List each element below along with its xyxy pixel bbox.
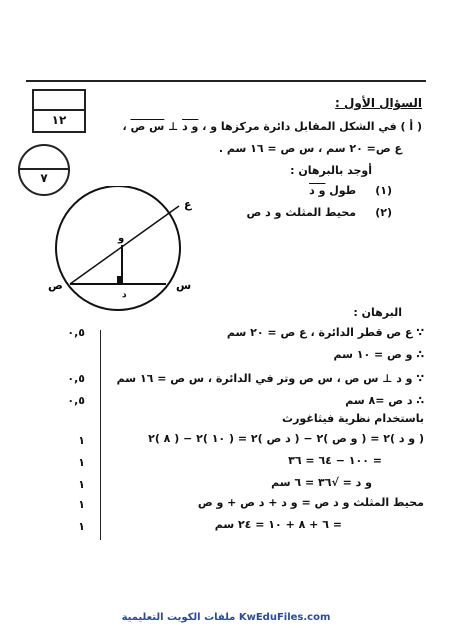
- total-score: ١٢: [51, 113, 67, 127]
- proof-score-6: ١: [78, 434, 85, 447]
- total-score-box: [32, 89, 86, 133]
- part-label: ( أ ): [400, 120, 422, 133]
- proof-score-10: ١: [78, 520, 85, 533]
- proof-heading: البرهان :: [353, 306, 402, 319]
- proof-score-3: ٠,٥: [67, 372, 85, 385]
- find-title: أوجد بالبرهان :: [290, 164, 372, 177]
- find-item-1-text: طول: [329, 184, 357, 197]
- find-item-2-text: محيط المثلث و د ص: [246, 206, 357, 219]
- proof-line-5: باستخدام نظرية فيثاغورث: [282, 412, 424, 425]
- given-line-1-text: في الشكل المقابل دائرة مركزها و ،: [202, 120, 397, 133]
- proof-line-9: محيط المثلث و د ص = و د + د ص + و ص: [197, 496, 424, 509]
- given-line-1: [122, 120, 422, 133]
- find-item-2-number: (٢): [375, 206, 392, 219]
- label-dal: د: [122, 290, 127, 300]
- diameter-ain-sad: [70, 206, 179, 284]
- circle: [56, 186, 180, 310]
- score-box-divider: [34, 109, 84, 111]
- top-rule: [26, 80, 426, 82]
- given-line-1-segment: و د: [182, 120, 199, 133]
- proof-line-4: ∴ د ص =٨ سم: [345, 394, 424, 407]
- given-line-1-segment-2: س ص: [130, 120, 165, 133]
- label-seen: س: [176, 279, 192, 292]
- proof-score-8: ١: [78, 478, 85, 491]
- footer-watermark: ملفات الكويت التعليمية KwEduFiles.com: [121, 612, 331, 623]
- given-line-1-comma: ،: [122, 120, 127, 133]
- score-column-rule: [100, 330, 101, 540]
- proof-line-7: = ١٠٠ − ٦٤ = ٣٦: [288, 454, 382, 467]
- proof-line-10: = ٦ + ٨ + ١٠ = ٢٤ سم: [214, 518, 342, 531]
- badge-divider: [20, 168, 68, 170]
- label-waw: و: [118, 233, 125, 244]
- label-ain: ع: [184, 198, 192, 211]
- proof-score-7: ١: [78, 456, 85, 469]
- proof-score-4: ٠,٥: [67, 394, 85, 407]
- perpendicular-symbol: ⊥: [168, 120, 179, 133]
- proof-line-3: ∵ و د ⊥ س ص ، س ص وتر في الدائرة ، س ص = ١٦ سم: [116, 372, 424, 385]
- proof-line-1: ∵ ع ص قطر الدائرة ، ع ص = ٢٠ سم: [226, 326, 424, 339]
- proof-line-2: ∴ و ص = ١٠ سم: [333, 348, 424, 361]
- right-angle-mark: [117, 276, 122, 284]
- proof-score-1: ٠,٥: [67, 326, 85, 339]
- find-item-1: [309, 184, 392, 197]
- label-sad: ص: [48, 279, 63, 292]
- find-item-2: [247, 206, 392, 219]
- find-item-1-segment: و د: [309, 184, 326, 197]
- question-title: السؤال الأول :: [335, 96, 422, 110]
- proof-line-8: و د = √٣٦ = ٦ سم: [271, 476, 372, 489]
- proof-score-9: ١: [78, 498, 85, 511]
- question-score: ٧: [40, 171, 48, 185]
- circle-figure: [40, 186, 210, 316]
- find-item-1-number: (١): [375, 184, 392, 197]
- proof-line-6: ( و د )٢ = ( و ص )٢ − ( د ص )٢ = ( ١٠ )٢ − ( ٨ )٢: [148, 432, 424, 445]
- given-line-2: ع ص= ٢٠ سم ، س ص = ١٦ سم .: [218, 142, 402, 155]
